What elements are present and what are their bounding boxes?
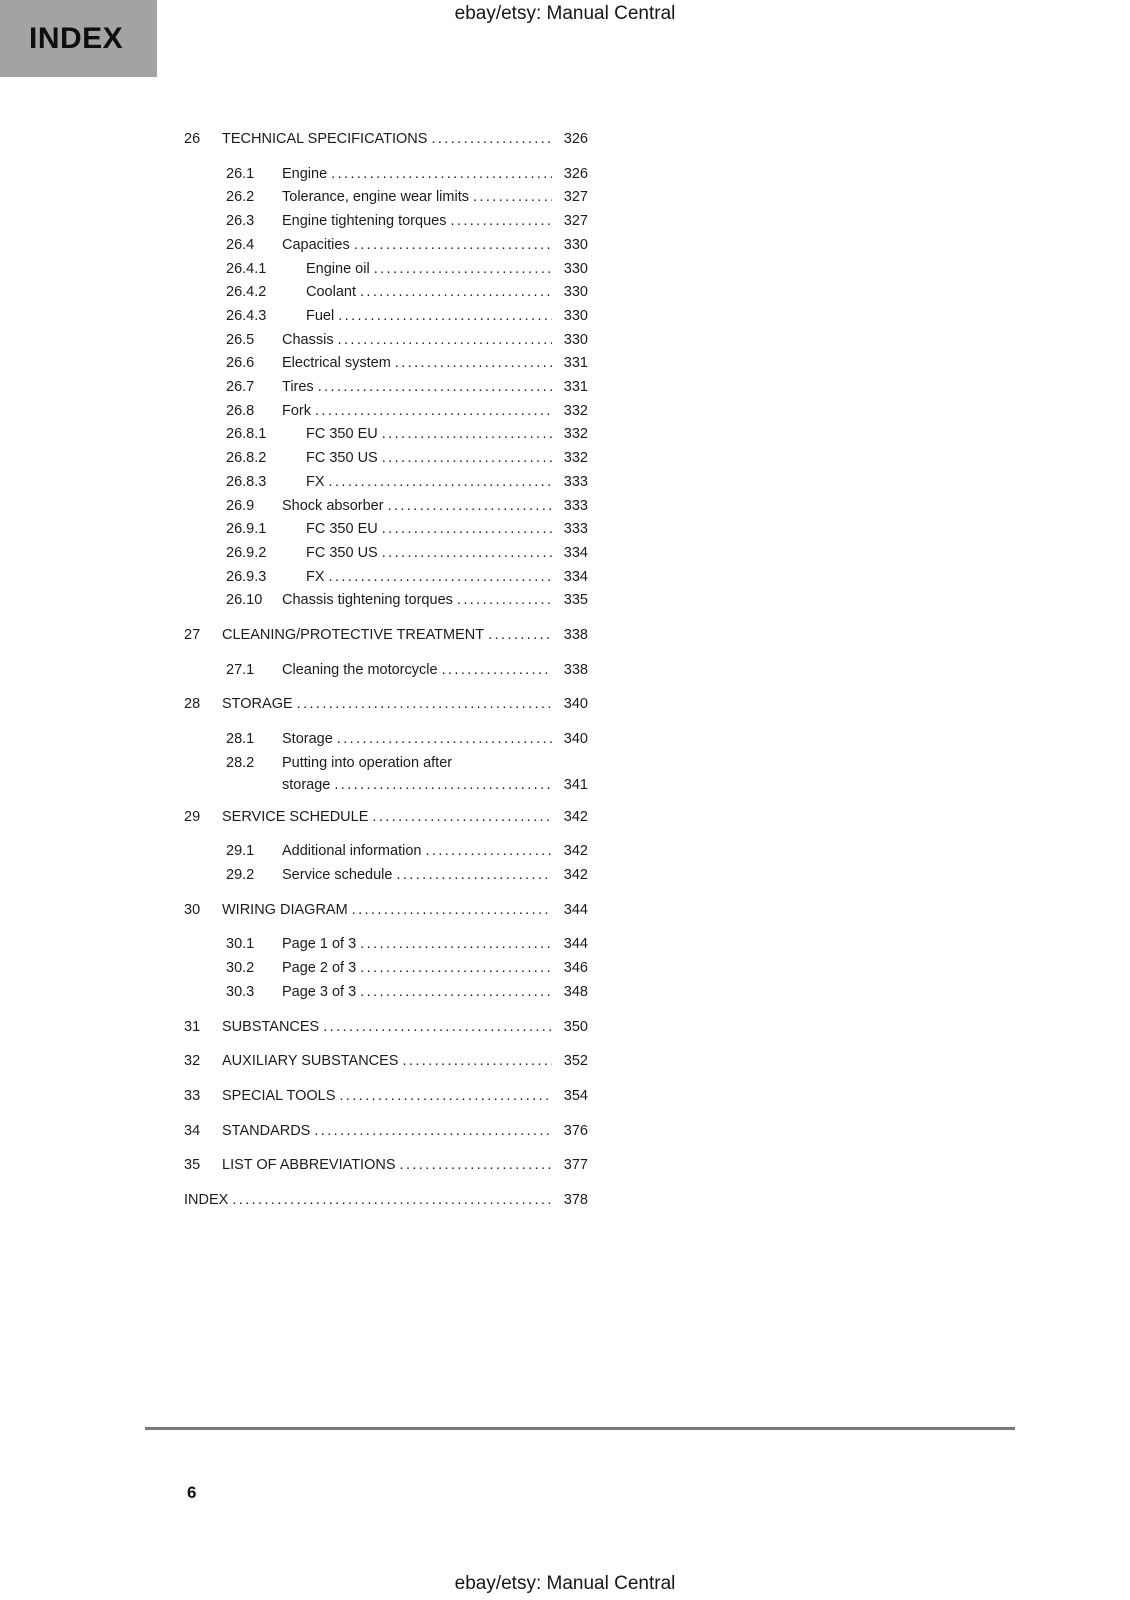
dot-leader bbox=[396, 864, 552, 882]
toc-entry-page: 326 bbox=[563, 131, 588, 147]
dot-leader bbox=[360, 981, 552, 999]
toc-entry-number: 26.10 bbox=[226, 592, 263, 609]
toc-entry-page: 341 bbox=[563, 776, 588, 793]
dot-leader bbox=[323, 1016, 552, 1034]
toc-entry-title: SUBSTANCES bbox=[222, 1018, 320, 1035]
toc-entry-number: 26.7 bbox=[226, 379, 255, 396]
toc-entry-page: 330 bbox=[563, 284, 588, 301]
toc-entry-page: 331 bbox=[563, 355, 588, 372]
dot-leader bbox=[388, 495, 552, 513]
toc-entry bbox=[184, 840, 588, 864]
toc-entry-number: 27 bbox=[184, 627, 201, 644]
toc-entry-number: 26.9.1 bbox=[226, 521, 267, 538]
toc-entry bbox=[184, 1120, 588, 1144]
toc-entry bbox=[184, 864, 588, 888]
dot-leader bbox=[382, 518, 552, 536]
toc-entry-page: 377 bbox=[563, 1157, 588, 1174]
toc-entry-number: 29.2 bbox=[226, 866, 255, 883]
toc-entry bbox=[184, 752, 588, 776]
dot-leader bbox=[352, 899, 552, 917]
toc-entry-title: Service schedule bbox=[282, 866, 393, 883]
toc-entry bbox=[184, 423, 588, 447]
toc-entry-number: 34 bbox=[184, 1122, 201, 1139]
toc-entry-title: storage bbox=[282, 776, 331, 793]
toc-entry-title: FC 350 EU bbox=[306, 521, 378, 538]
table-of-contents bbox=[184, 128, 588, 1224]
toc-entry-title: FC 350 EU bbox=[306, 426, 378, 443]
toc-entry-page: 327 bbox=[563, 213, 588, 230]
toc-entry-title: STANDARDS bbox=[222, 1122, 311, 1139]
toc-entry-page: 354 bbox=[563, 1087, 588, 1104]
dot-leader bbox=[442, 659, 552, 677]
toc-entry-page: 330 bbox=[563, 307, 588, 324]
toc-entry-number: 26.4 bbox=[226, 236, 255, 253]
toc-entry-number: 26.8.3 bbox=[226, 473, 267, 490]
toc-entry bbox=[184, 1050, 588, 1074]
toc-entry-number: 28.1 bbox=[226, 731, 255, 748]
toc-entry bbox=[184, 659, 588, 683]
dot-leader bbox=[339, 1085, 552, 1103]
toc-entry bbox=[184, 495, 588, 519]
page-number: 6 bbox=[187, 1483, 197, 1502]
index-tab bbox=[0, 0, 157, 77]
toc-entry-page: 330 bbox=[563, 260, 588, 277]
toc-entry-title: Page 2 of 3 bbox=[282, 960, 357, 977]
toc-entry-title: Engine tightening torques bbox=[282, 213, 447, 230]
toc-entry bbox=[184, 281, 588, 305]
toc-entry-number: 26.1 bbox=[226, 165, 255, 182]
dot-leader bbox=[395, 352, 552, 370]
toc-entry-title: CLEANING/PROTECTIVE TREATMENT bbox=[222, 627, 485, 644]
toc-entry-page: 344 bbox=[563, 936, 588, 953]
toc-entry-title: Engine bbox=[282, 165, 328, 182]
toc-entry-title: AUXILIARY SUBSTANCES bbox=[222, 1053, 399, 1070]
dot-leader bbox=[457, 589, 552, 607]
toc-entry-number: 28.2 bbox=[226, 754, 255, 771]
toc-entry-title: INDEX bbox=[184, 1192, 229, 1209]
toc-entry bbox=[184, 542, 588, 566]
toc-entry-page: 334 bbox=[563, 544, 588, 561]
toc-entry-page: 330 bbox=[563, 331, 588, 348]
toc-entry-page: 332 bbox=[563, 426, 588, 443]
toc-entry-title: LIST OF ABBREVIATIONS bbox=[222, 1157, 396, 1174]
toc-entry-page: 330 bbox=[563, 236, 588, 253]
toc-entry-number: 26.6 bbox=[226, 355, 255, 372]
toc-entry bbox=[184, 163, 588, 187]
dot-leader bbox=[450, 210, 552, 228]
toc-entry-title: WIRING DIAGRAM bbox=[222, 901, 348, 918]
toc-entry bbox=[184, 589, 588, 613]
toc-entry-page: 333 bbox=[563, 497, 588, 514]
toc-entry-number: 29.1 bbox=[226, 843, 255, 860]
dot-leader bbox=[331, 163, 552, 181]
dot-leader bbox=[337, 728, 552, 746]
toc-entry-page: 376 bbox=[563, 1122, 588, 1139]
footer-divider bbox=[145, 1427, 1015, 1430]
toc-entry-page: 378 bbox=[563, 1192, 588, 1209]
toc-entry-page: 334 bbox=[563, 568, 588, 585]
toc-entry bbox=[184, 400, 588, 424]
dot-leader bbox=[360, 281, 552, 299]
dot-leader bbox=[488, 624, 552, 642]
toc-entry-page: 342 bbox=[563, 808, 588, 825]
toc-entry bbox=[184, 981, 588, 1005]
toc-entry-number: 31 bbox=[184, 1018, 201, 1035]
toc-entry-title: Page 3 of 3 bbox=[282, 983, 357, 1000]
toc-entry-number: 28 bbox=[184, 696, 201, 713]
toc-entry bbox=[184, 210, 588, 234]
toc-entry-number: 30 bbox=[184, 901, 201, 918]
toc-entry-number: 26.4.3 bbox=[226, 307, 267, 324]
toc-entry bbox=[184, 1085, 588, 1109]
dot-leader bbox=[329, 471, 552, 489]
toc-entry-number: 26.4.1 bbox=[226, 260, 267, 277]
page-header-title: ebay/etsy: Manual Central bbox=[454, 3, 676, 24]
toc-entry-page: 326 bbox=[563, 165, 588, 182]
dot-leader bbox=[382, 542, 552, 560]
toc-entry bbox=[184, 376, 588, 400]
toc-entry bbox=[184, 624, 588, 648]
toc-entry-title: Cleaning the motorcycle bbox=[282, 661, 438, 678]
toc-entry-page: 331 bbox=[563, 379, 588, 396]
dot-leader bbox=[360, 957, 552, 975]
toc-entry-page: 340 bbox=[563, 731, 588, 748]
toc-entry-page: 333 bbox=[563, 521, 588, 538]
toc-entry bbox=[184, 352, 588, 376]
toc-entry-number: 26.8.1 bbox=[226, 426, 267, 443]
toc-entry-number: 26.3 bbox=[226, 213, 255, 230]
toc-entry-number: 26.9 bbox=[226, 497, 255, 514]
toc-entry-title: Fuel bbox=[306, 307, 335, 324]
dot-leader bbox=[297, 693, 552, 711]
toc-entry-title: Putting into operation after bbox=[282, 754, 453, 771]
dot-leader bbox=[338, 305, 552, 323]
toc-entry-number: 26.2 bbox=[226, 189, 255, 206]
toc-entry-number: 26.4.2 bbox=[226, 284, 267, 301]
dot-leader bbox=[318, 376, 552, 394]
toc-entry-number: 32 bbox=[184, 1053, 201, 1070]
toc-entry-page: 342 bbox=[563, 843, 588, 860]
toc-entry-number: 33 bbox=[184, 1087, 201, 1104]
toc-entry-title: Electrical system bbox=[282, 355, 391, 372]
toc-entry-number: 27.1 bbox=[226, 661, 255, 678]
dot-leader bbox=[360, 933, 552, 951]
toc-entry-number: 26.9.2 bbox=[226, 544, 267, 561]
dot-leader bbox=[232, 1189, 552, 1207]
toc-entry bbox=[184, 899, 588, 923]
toc-entry-title: FX bbox=[306, 568, 325, 585]
dot-leader bbox=[382, 423, 552, 441]
dot-leader bbox=[372, 806, 552, 824]
toc-entry-number: 35 bbox=[184, 1157, 201, 1174]
toc-entry-number: 26.5 bbox=[226, 331, 255, 348]
toc-entry bbox=[184, 305, 588, 329]
toc-entry-page: 332 bbox=[563, 450, 588, 467]
dot-leader bbox=[473, 186, 552, 204]
toc-entry bbox=[184, 1016, 588, 1040]
toc-entry-number: 26.8 bbox=[226, 402, 255, 419]
dot-leader bbox=[334, 776, 552, 794]
toc-entry-title: Additional information bbox=[282, 843, 422, 860]
toc-entry-page: 342 bbox=[563, 866, 588, 883]
dot-leader bbox=[315, 400, 552, 418]
toc-entry bbox=[184, 728, 588, 752]
toc-entry-title: Tolerance, engine wear limits bbox=[282, 189, 469, 206]
toc-entry-title: Chassis bbox=[282, 331, 334, 348]
dot-leader bbox=[314, 1120, 552, 1138]
toc-entry-title: Tires bbox=[282, 379, 314, 396]
toc-entry-number: 30.1 bbox=[226, 936, 255, 953]
toc-entry bbox=[184, 806, 588, 830]
toc-entry-title: Engine oil bbox=[306, 260, 370, 277]
toc-entry-title: Storage bbox=[282, 731, 333, 748]
toc-entry bbox=[184, 447, 588, 471]
index-tab-label: INDEX bbox=[29, 21, 124, 55]
toc-entry bbox=[184, 1189, 588, 1213]
toc-entry bbox=[184, 1154, 588, 1178]
toc-entry-title: Chassis tightening torques bbox=[282, 592, 453, 609]
dot-leader bbox=[374, 258, 552, 276]
toc-entry-page: 332 bbox=[563, 402, 588, 419]
toc-entry bbox=[184, 566, 588, 590]
dot-leader bbox=[425, 840, 552, 858]
toc-entry-title: SPECIAL TOOLS bbox=[222, 1087, 336, 1104]
dot-leader bbox=[402, 1050, 552, 1068]
dot-leader bbox=[338, 329, 552, 347]
toc-entry-page: 340 bbox=[563, 696, 588, 713]
toc-entry-title: STORAGE bbox=[222, 696, 293, 713]
toc-entry-title: Page 1 of 3 bbox=[282, 936, 357, 953]
toc-entry-title: FC 350 US bbox=[306, 544, 378, 561]
toc-entry-number: 26.9.3 bbox=[226, 568, 267, 585]
toc-entry-title: Capacities bbox=[282, 236, 350, 253]
toc-entry-title: Fork bbox=[282, 402, 311, 419]
toc-entry-title: FX bbox=[306, 473, 325, 490]
toc-entry bbox=[184, 933, 588, 957]
toc-entry bbox=[184, 128, 588, 152]
toc-entry-continuation bbox=[184, 776, 588, 795]
dot-leader bbox=[329, 566, 552, 584]
toc-entry-page: 333 bbox=[563, 473, 588, 490]
toc-entry-page: 344 bbox=[563, 901, 588, 918]
dot-leader bbox=[431, 128, 552, 146]
toc-entry-page: 327 bbox=[563, 189, 588, 206]
toc-entry-page: 338 bbox=[563, 661, 588, 678]
toc-entry-page: 346 bbox=[563, 960, 588, 977]
toc-entry bbox=[184, 186, 588, 210]
toc-entry-number: 30.3 bbox=[226, 983, 255, 1000]
toc-entry-title: SERVICE SCHEDULE bbox=[222, 808, 369, 825]
dot-leader bbox=[400, 1154, 552, 1172]
toc-entry-page: 352 bbox=[563, 1053, 588, 1070]
toc-entry bbox=[184, 693, 588, 717]
toc-entry-page: 335 bbox=[563, 592, 588, 609]
toc-entry-page: 350 bbox=[563, 1018, 588, 1035]
toc-entry-title: FC 350 US bbox=[306, 450, 378, 467]
toc-entry bbox=[184, 471, 588, 495]
toc-entry-title: Coolant bbox=[306, 284, 356, 301]
toc-entry bbox=[184, 329, 588, 353]
toc-entry-page: 338 bbox=[563, 627, 588, 644]
dot-leader bbox=[354, 234, 552, 252]
page-footer-title: ebay/etsy: Manual Central bbox=[454, 1573, 676, 1594]
toc-entry bbox=[184, 518, 588, 542]
toc-entry-page: 348 bbox=[563, 983, 588, 1000]
dot-leader bbox=[382, 447, 552, 465]
toc-entry bbox=[184, 234, 588, 258]
toc-entry-number: 29 bbox=[184, 808, 201, 825]
toc-entry-number: 26.8.2 bbox=[226, 450, 267, 467]
toc-entry-title: Shock absorber bbox=[282, 497, 384, 514]
toc-entry bbox=[184, 258, 588, 282]
toc-entry bbox=[184, 957, 588, 981]
toc-entry-title: TECHNICAL SPECIFICATIONS bbox=[222, 131, 428, 147]
toc-entry-number: 30.2 bbox=[226, 960, 255, 977]
toc-entry-number: 26 bbox=[184, 131, 201, 147]
